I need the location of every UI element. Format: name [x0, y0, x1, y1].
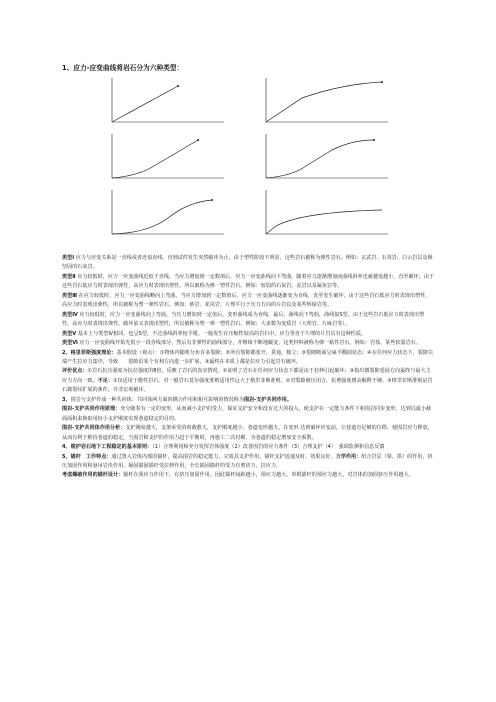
- figure-type-5: [108, 188, 228, 238]
- paragraph-stability-principles: [62, 443, 434, 452]
- figure-type-6: [262, 188, 392, 238]
- section-title: 1、应力-应变曲线将岩石分为六种类型：: [62, 64, 184, 72]
- figure-type-4: [262, 132, 392, 182]
- document-body: [62, 254, 434, 481]
- paragraph-interaction: [62, 396, 434, 405]
- paragraph-griffith: [62, 349, 434, 368]
- type-4-lead: 类型Ⅳ: [62, 311, 78, 318]
- figure-type-6-plot: [262, 188, 392, 238]
- type-2-text: 应力较低时，应力一应变曲线近似于直线，当应力增加到一定数值后，应力一应变曲线向下弯曲，随着应力逐渐增加而曲线斜率也就越变越小，直至破坏。由于这些岩石低应力时表现出弹性，高应力时表现出塑性，所以被称为弹一塑性岩石。例如：较弱的石灰岩、泥岩以及凝灰岩等。: [62, 273, 435, 290]
- figure-type-1: [108, 76, 228, 126]
- type-1-lead: 类型Ⅰ: [62, 255, 75, 261]
- type-5-text: 基本上与类型Ⅳ相同，也呈S型，不过曲线斜率较平缓。一般发生在压缩性较高的岩石中。应力垂直于片理的片岩具有这种性质。: [77, 330, 367, 337]
- rock-bolt-text: 通过置入岩体内部的锚杆，提高围岩的稳定能力，完成其支护作用。锚杆支护适速及时，效果良好。: [111, 453, 336, 460]
- principle-lead: 围岩-支护共同作用原理：: [62, 406, 121, 413]
- interaction-bold: 围岩-支护共同作用。: [243, 396, 292, 403]
- type-6-lead: 类型Ⅵ: [62, 340, 78, 347]
- analysis-text: 支护刚度越大，支架承受的荷载愈大，支护刚度越小，巷道变形越大，在变形 达到破坏应变前，让巷道有足够的位移，使围岩应力释放，从而有利于维持巷道的稳定，当围岩和支护的作用力趋于平衡时，再施工二次衬砌，为巷道的稳定增加安全系数。: [62, 425, 433, 441]
- paragraph-type-3: [62, 292, 434, 311]
- paragraph-griffith-eval: [62, 367, 434, 395]
- figure-type-3-plot: [108, 132, 228, 182]
- paragraph-type-1: [62, 254, 434, 273]
- griffith-shortcoming-text: ①仅适用于脆性岩石，对一般岩石莫尔强度准则适用性远大于格里菲斯准则。②对裂隙被压闭合，抗剪强度增高解释不够。③格里菲斯准则是岩石微裂纹扩展的条件，并非宏观破坏。: [62, 377, 433, 394]
- griffith-shortcoming-lead: 不足：: [97, 377, 113, 384]
- paragraph-type-5: [62, 330, 434, 339]
- rock-bolt-mechanics-lead: 力学作用：: [335, 453, 362, 460]
- figure-type-1-plot: [108, 76, 228, 126]
- paragraph-interaction-principle: [62, 405, 434, 424]
- type-6-text: 应力一应变曲线开始先很小一段直线部分，然后有非弹性的曲线部分，并继续不断地蠕变。这类材料被称为弹一粘性岩石。例如：岩盐、某些软弱岩石。: [79, 340, 421, 347]
- blasting-bolt-text: 锚杆在预应力作用下，有挤压加固作用。因此锚杆间距越小，预应力越大，单根锚杆的预应力越大，对岩体的加固挤压作用越大。: [123, 472, 414, 479]
- figure-type-2-plot: [262, 76, 392, 126]
- paragraph-rock-bolt: [62, 453, 434, 472]
- rock-bolt-lead: 5、锚杆 工作特点：: [62, 453, 112, 460]
- griffith-text: 基本假设（观点）：①物体内随机分布许多裂隙；②所有裂隙都张开、贯通、独立；③裂隙断面呈扁平椭圆状态；④在任何应力状态下，裂隙尖端产生拉应力集中，导致 裂隙沿某个有利方向进一步扩展，③最终在本质上都是拉应力引起岩石破坏。: [62, 349, 434, 365]
- blasting-bolt-lead: 考虑爆破作用的锚杆设计：: [62, 472, 124, 479]
- interaction-text: 围岩与支护作成一种共同体：共同体两方面的耦合作用和相互影响的情况称为: [70, 396, 244, 403]
- type-3-text: 在应力较低时，应力一应变曲线略向上弯曲。当应力增加到一定数值后，应力一应变曲线逐渐变为直线，直至发生破坏。由于这些岩石低应力时表现出塑性，高应力时表现出弹性，所以被称为塑一弹性岩石。例如：砂岩、花岗岩、片理平行于压力方向的片岩以及某些辉绿岩等。: [62, 292, 431, 309]
- analysis-lead: 围岩-支护共同体作用分析：: [62, 425, 126, 432]
- paragraph-blasting-bolt: [62, 471, 434, 480]
- figure-type-3: [108, 132, 228, 182]
- griffith-lead: 2、格里菲斯强度理论：: [62, 349, 117, 356]
- paragraph-type-6: [62, 339, 434, 348]
- stability-lead: 4、维护岩石地下工程稳定的基本原则：: [62, 444, 153, 451]
- principle-text: 充分随着有一定的变形，从而减小支护的受力，保证支护安全和没有过大的投入，使支护在一定能力条件下和围岩同步变形，达到以最小截面面积来换取用较小支护刚度实现巷道稳定的目的。: [62, 406, 432, 422]
- rock-bolt-mechanics-text: 组合岩层（梁、拱）的作用，挤压加固作用和悬吊岩块作用。凝固锚固锚杆受拉伸作用，全长锚固锚杆的受力有剪切力，拉应力。: [62, 453, 433, 469]
- type-5-lead: 类型Ⅴ: [62, 330, 77, 337]
- paragraph-type-2: [62, 273, 434, 292]
- type-1-text: 应力与应变关系是一直线或者近似直线，直到试件发生突然破坏为止。由于塑性阶段不明显，这些岩石被称为弹性岩石。例如：玄武岩、石英岩、白云岩以及极坚固的石灰岩。: [62, 255, 433, 271]
- paragraph-type-4: [62, 311, 434, 330]
- type-4-text: 应力较低时，应力一应变曲线向上弯曲，当压力增加到一定值后，变形曲线成为直线，最后，曲线向下弯曲，曲线似S型。由于这些岩石低应力时表现出塑性，高应力时表现出弹性，破坏前又表现出塑性，所以被称为塑一弹一塑性岩石。例如：大多数为变质岩（大理岩、片麻岩等）。: [62, 311, 425, 328]
- interaction-lead: 3、: [62, 396, 71, 403]
- griffith-eval-text: ①岩石抗压强度为抗拉强度的8倍，反映了岩石的真实情况。②证明了岩石在任何应力状态下都是由于拉伸引起破坏；③指出微裂隙延展方向最终与最大主应力方向一致。: [62, 368, 431, 384]
- figure-type-4-plot: [262, 132, 392, 182]
- stability-text: （1）合理利用和充分发挥岩体强度（2）改善围岩的应力条件（3）合理支护（4） 强调监测和信息反馈: [152, 444, 385, 451]
- stress-strain-figures: [62, 74, 434, 244]
- type-3-lead: 类型Ⅲ: [62, 292, 78, 299]
- type-2-lead: 类型Ⅱ: [62, 273, 76, 280]
- figure-type-5-plot: [108, 188, 228, 238]
- paragraph-interaction-analysis: [62, 424, 434, 443]
- griffith-eval-lead: 评价优点：: [62, 368, 88, 375]
- figure-type-2: [262, 76, 392, 126]
